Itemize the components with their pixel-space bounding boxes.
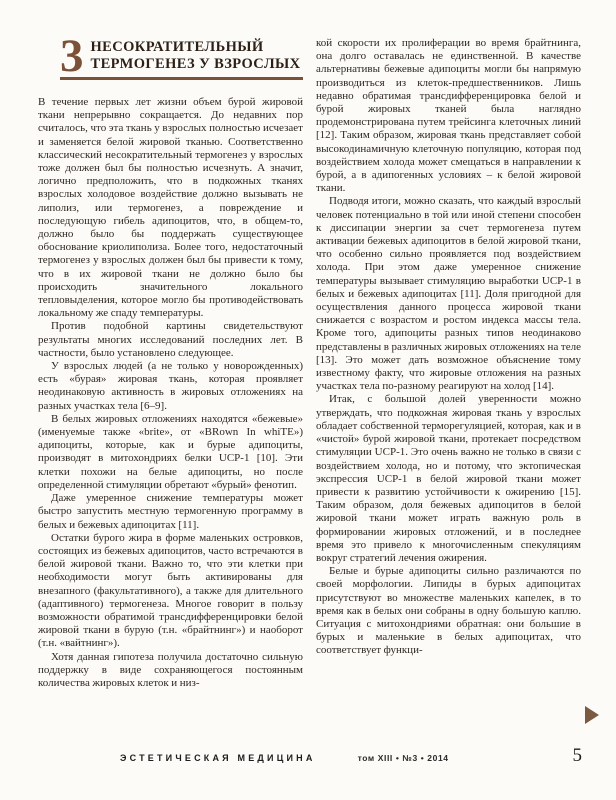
body-paragraph: Итак, с большой долей уверенности можно утверждать, что подкожная жировая ткань у взрослых обладает собственной терморегуляцией, которая, как и в «чистой» бурой жировой ткани, протекает посредством стимуляции UCP-1. Это очень важно не только в связи с воздействием холода, но и потому, что эктопическая экспрессия UCP-1 в белой жировой ткани может привести к развитию устойчивости к ожирению [15]. Таким образом, доля бежевых адипоцитов в белой жировой ткани может играть важную роль в формировании жировых отложений, и в последнее время это привело к многочисленным спекуляциям вокруг стратегий лечения ожирения. bbox=[316, 393, 581, 564]
body-paragraph: Остатки бурого жира в форме маленьких островков, состоящих из бежевых адипоцитов, часто встречаются в белой жировой ткани. Важно то, что эти клетки при необходимости могут быть активированы для внезапного (факультативного), а также для длительного (адаптивного) термогенеза. Многое говорит в пользу возможности обратимой трансдифференцировки белой жировой ткани в бурую (т.н. «брайтнинг») и наоборот (т.н. «вайтнинг»). bbox=[38, 531, 303, 650]
body-paragraph: кой скорости их пролиферации во время брайтнинга, она долго оставалась не единственной. В качестве альтернативы бежевые адипоциты могли бы напрямую производиться из клеток-предшественников. Лишь недавно обратимая трансдифференцировка белой и бурой жировых тканей была наглядно продемонстрирована путем трейсинга клеточных линий [12]. Таким образом, жировая ткань представляет собой высокодинамичную клеточную популяцию, которая под воздействием холода может смещаться в направлении к бурой, а в адипогенных условиях – к белой жировой ткани. bbox=[316, 37, 581, 195]
column-left bbox=[38, 96, 303, 741]
journal-name: ЭСТЕТИЧЕСКАЯ МЕДИЦИНА bbox=[120, 753, 316, 763]
body-paragraph: У взрослых людей (а не только у новорожденных) есть «бурая» жировая ткань, которая проявляет неодинаковую активность в жировых отложениях на разных участках тела [6–9]. bbox=[38, 360, 303, 412]
chapter-title-line2: ТЕРМОГЕНЕЗ У ВЗРОСЛЫХ bbox=[90, 55, 301, 72]
chapter-title-line1: НЕСОКРАТИТЕЛЬНЫЙ bbox=[90, 39, 264, 56]
body-paragraph: Даже умеренное снижение температуры может быстро запустить местную термогенную программу в белых и бежевых адипоцитах [11]. bbox=[38, 492, 303, 531]
body-paragraph: В течение первых лет жизни объем бурой жировой ткани непрерывно сокращается. До недавних пор считалось, что эта ткань у взрослых полностью исчезает и заменяется белой жировой тканью. Соответственно классический несократительный термогенез у взрослых тоже должен был бы полностью исчезнуть. А значит, логично предположить, что в подкожных тканях взрослых холодовое воздействие должно вызывать не липолиз, или термогенез, а повреждение и последующую гибель адипоцитов, что, в общем-то, должно было бы поддержать существующее обоснование криолиполиза. Более того, недостаточный термогенез у взрослых должен был бы привести к тому, что в их жировой ткани не должно было бы происходить значительного локального тепловыделения, которое могло бы противодействовать локальному же спаду температуры. bbox=[38, 96, 303, 320]
chapter-header bbox=[60, 30, 303, 82]
issue-info: том XIII • №3 • 2014 bbox=[357, 753, 449, 763]
body-paragraph: Против подобной картины свидетельствуют результаты многих исследований последних лет. В частности, было установлено следующее. bbox=[38, 320, 303, 359]
chapter-number: 3 bbox=[60, 30, 84, 82]
page-footer bbox=[38, 746, 582, 765]
continuation-triangle-icon bbox=[585, 706, 599, 724]
body-paragraph: Подводя итоги, можно сказать, что каждый взрослый человек потенциально в той или иной степени способен к диссипации энергии за счет термогенеза путем активации бежевых адипоцитов в белой жировой ткани, что особенно сильно проявляется под воздействием холода. При этом даже умеренное снижение температуры вызывает стимуляцию выработки UCP-1 в белых и бежевых адипоцитах [11]. Доля пригодной для осуществления данного процесса жировой ткани снижается с возрастом и ростом индекса массы тела. Кроме того, адипоциты разных типов неодинаково представлены в различных жировых отложениях на теле [13]. Это может дать возможное объяснение тому известному факту, что жировые отложения на разных участках тела по-разному реагируют на холод [14]. bbox=[316, 195, 581, 393]
column-right bbox=[316, 37, 581, 741]
body-paragraph: Белые и бурые адипоциты сильно различаются по своей морфологии. Липиды в бурых адипоцитах присутствуют во множестве маленьких капелек, в то время как в белых они собраны в одну большую каплю. Ситуация с митохондриями обратная: они большие в бурых и маленькие в белых адипоцитах, что соответствует функци- bbox=[316, 565, 581, 657]
page-number: 5 bbox=[572, 745, 582, 766]
chapter-title bbox=[91, 39, 301, 72]
body-paragraph: Хотя данная гипотеза получила достаточно сильную поддержку в виде сохраняющегося постоянным количества жировых клеток и низ- bbox=[38, 650, 303, 689]
body-paragraph: В белых жировых отложениях находятся «бежевые» (именуемые также «brite», от «BRown In whiTE») адипоциты, которые, как и бурые адипоциты, производят в митохондриях белки UCP-1 [10]. Эти клетки похожи на белые адипоциты, но после определенной стимуляции обретают «бурый» фенотип. bbox=[38, 412, 303, 491]
